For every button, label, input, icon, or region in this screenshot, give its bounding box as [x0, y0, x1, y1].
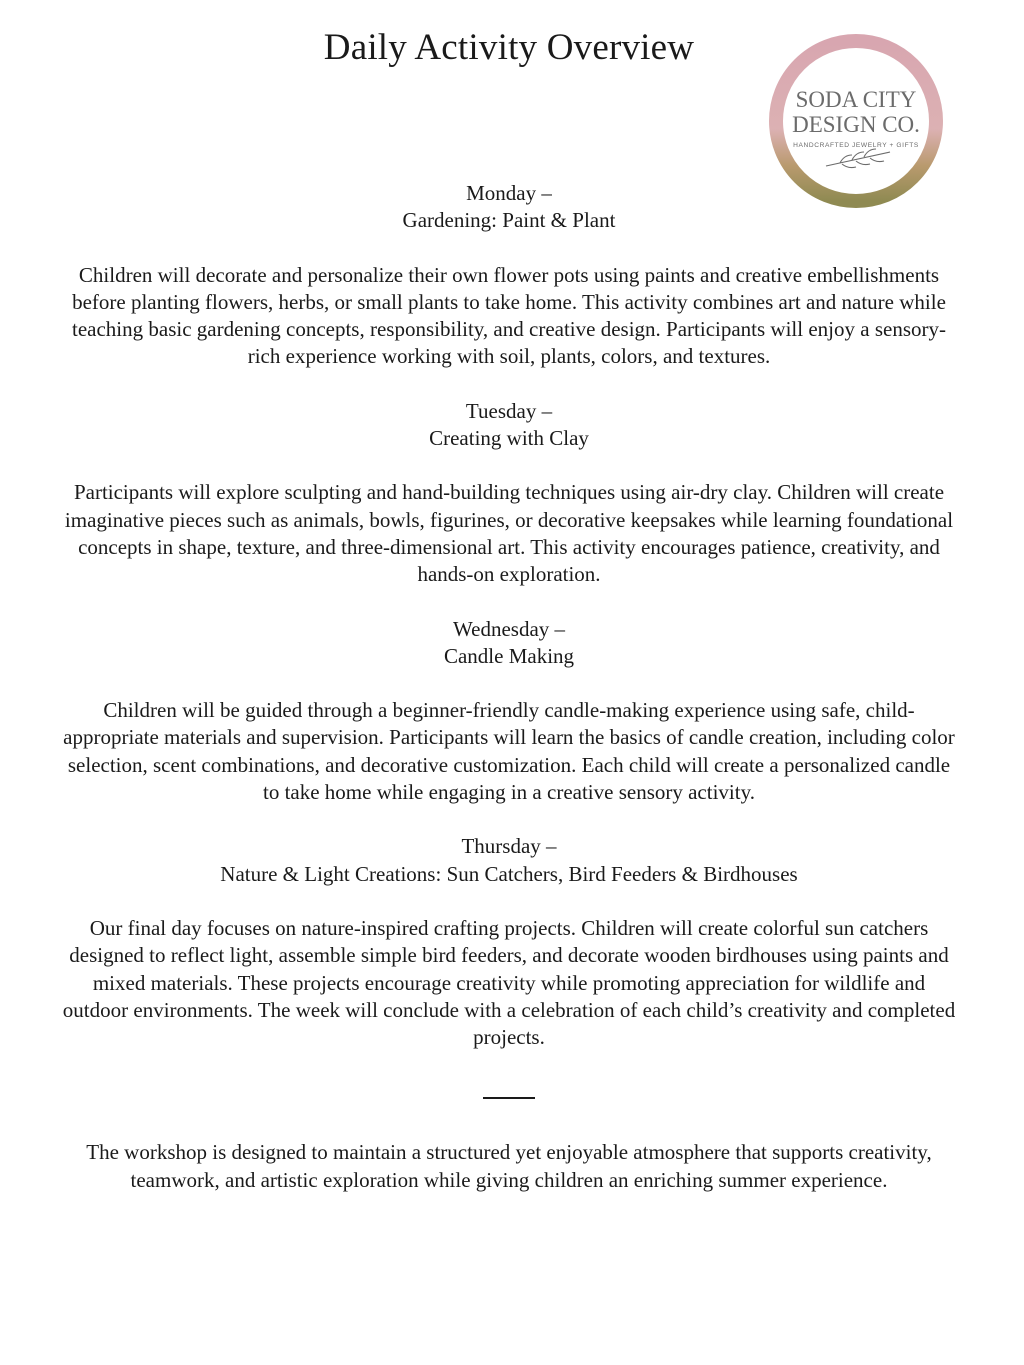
activity-title: Creating with Clay [429, 426, 589, 451]
day-label: Monday – [466, 181, 552, 205]
activity-title: Gardening: Paint & Plant [402, 208, 616, 233]
day-heading [60, 616, 958, 671]
activity-title: Candle Making [443, 643, 575, 668]
activity-description: Children will be guided through a beginner-friendly candle-making experience using safe, child-appropriate materials and supervision. Participants will learn the basics of candle creation, including color selection, scent combinations, and decorative customization. Each child will create a personalized candle to take home while engaging in a creative sensory activity. [63, 698, 955, 805]
page-title: Daily Activity Overview [323, 27, 695, 68]
day-label: Thursday – [461, 834, 557, 859]
day-section-wednesday [60, 616, 958, 807]
day-heading [60, 398, 958, 453]
activity-overview [60, 180, 958, 1194]
day-label: Tuesday – [465, 398, 553, 423]
day-section-monday [60, 180, 958, 371]
day-section-tuesday [60, 398, 958, 589]
day-label: Wednesday – [452, 616, 566, 641]
day-heading [60, 833, 958, 888]
logo-line-1: SODA CITY [795, 87, 917, 112]
activity-description: Children will decorate and personalize their own flower pots using paints and creative embellishments before planting flowers, herbs, or small plants to take home. This activity combines art and nature while teaching basic gardening concepts, responsibility, and creative design. Participants will enjoy a sensory-rich experience working with soil, plants, colors, and textures. [72, 262, 946, 369]
closing-statement: The workshop is designed to maintain a structured yet enjoyable atmosphere that supports creativity, teamwork, and artistic exploration while giving children an enriching summer experience. [86, 1140, 932, 1192]
logo-line-2: DESIGN CO. [792, 112, 920, 137]
day-heading [60, 180, 958, 235]
activity-description: Participants will explore sculpting and hand-building techniques using air-dry clay. Children will create imaginative pieces such as animals, bowls, figurines, or decorative keepsakes while learning foundational concepts in shape, texture, and three-dimensional art. This activity encourages patience, creativity, and hands-on exploration. [64, 480, 954, 587]
activity-title: Nature & Light Creations: Sun Catchers, Bird Feeders & Birdhouses [220, 861, 798, 886]
section-divider [483, 1097, 535, 1099]
activity-description: Our final day focuses on nature-inspired crafting projects. Children will create colorful sun catchers designed to reflect light, assemble simple bird feeders, and decorate wooden birdhouses using paints and mixed materials. These projects encourage creativity while promoting appreciation for wildlife and outdoor environments. The week will conclude with a celebration of each child’s creativity and completed projects. [62, 915, 956, 1050]
day-section-thursday [60, 833, 958, 1051]
logo-tagline: HANDCRAFTED JEWELRY + GIFTS [793, 142, 919, 149]
